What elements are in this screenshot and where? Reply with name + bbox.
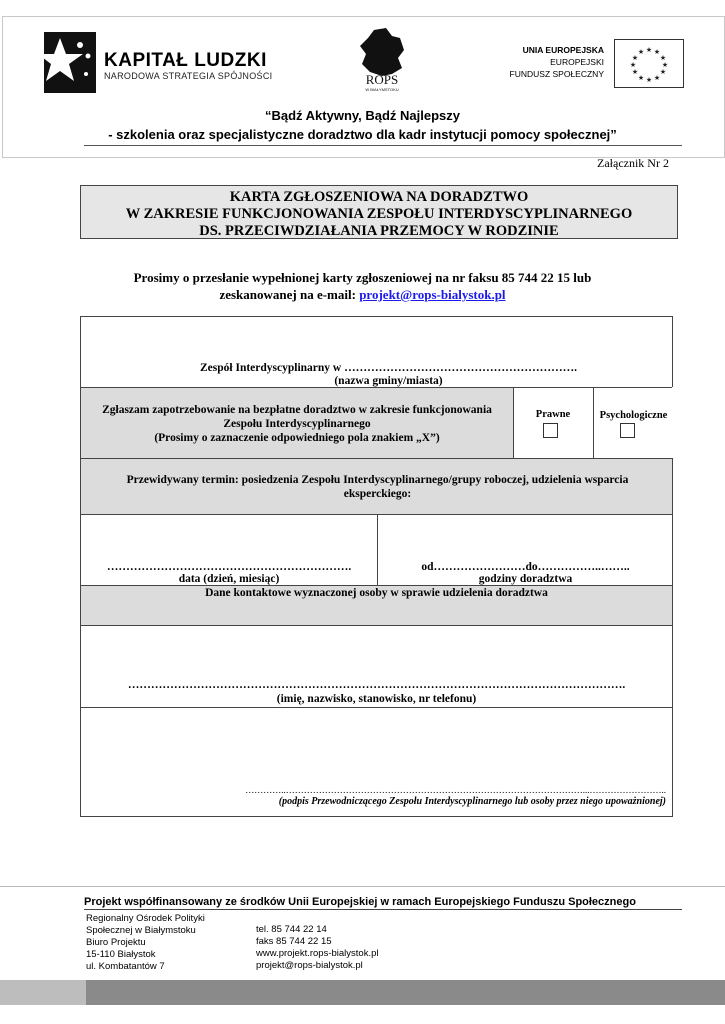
signature-caption: (podpis Przewodniczącego Zespołu Interdyscyplinarnego lub osoby przez niego upoważnionej): [278, 796, 666, 807]
kapital-ludzki-logo-icon: [40, 30, 100, 95]
signature-field[interactable]: …………..………………………………………………………………………………………...……………………..: [245, 785, 666, 795]
footer-email[interactable]: projekt@rops-bialystok.pl: [256, 960, 363, 971]
eu-line1: UNIA EUROPEJSKA: [522, 45, 604, 55]
term-text: [91, 473, 664, 501]
slogan-line1: “Bądź Aktywny, Bądź Najlepszy: [264, 108, 461, 123]
svg-text:★: ★: [637, 48, 645, 56]
footer-top-rule: [0, 886, 725, 887]
footer-contacts: [256, 924, 379, 972]
svg-text:★: ★: [653, 48, 661, 56]
hours-caption: godziny doradztwa: [478, 573, 573, 585]
eu-line3: FUNDUSZ SPOŁECZNY: [509, 69, 604, 79]
contact-field[interactable]: ………………………………………………………………………………………………………………….: [127, 679, 626, 691]
bottom-bar-right: [86, 980, 725, 1005]
instructions: [0, 269, 725, 303]
contact-header: Dane kontaktowe wyznaczonej osoby w sprawie udzielenia doradztwa: [205, 587, 548, 599]
form-title-line2: W ZAKRESIE FUNKCJONOWANIA ZESPOŁU INTERDYSCYPLINARNEGO: [125, 206, 633, 222]
team-caption: (nazwa gminy/miasta): [334, 375, 443, 387]
date-caption: data (dzień, miesiąc): [178, 573, 280, 585]
request-text: [81, 403, 513, 445]
option-legal-label: Prawne: [535, 409, 571, 420]
attachment-number: Załącznik Nr 2: [597, 156, 669, 170]
footer-address-line: ul. Kombatantów 7: [86, 961, 165, 972]
date-field[interactable]: ……………………………………………………….: [106, 561, 352, 573]
footer-address-line: Regionalny Ośrodek Polityki: [86, 913, 205, 924]
divider: [513, 387, 514, 458]
term-line2: eksperckiego:: [343, 488, 412, 500]
email-link[interactable]: projekt@rops-bialystok.pl: [359, 287, 506, 302]
svg-text:★: ★: [645, 46, 653, 54]
footer-address: [86, 913, 205, 973]
option-psych-checkbox[interactable]: [620, 423, 635, 438]
eu-label: [500, 44, 604, 80]
svg-text:★: ★: [645, 76, 653, 84]
rops-logo-icon: [352, 28, 412, 92]
svg-text:★: ★: [661, 61, 669, 69]
term-line1: Przewidywany termin: posiedzenia Zespołu Interdyscyplinarnego/grupy roboczej, udzielenia wsparcia: [126, 474, 629, 486]
form-title-box: [80, 185, 678, 239]
rops-logo-text: ROPS: [365, 72, 399, 87]
instructions-line2-prefix: zeskanowanej na e-mail:: [219, 287, 360, 302]
bottom-bar-left: [0, 980, 86, 1005]
footer-address-line: Biuro Projektu: [86, 937, 146, 948]
footer-address-line: Społecznej w Białymstoku: [86, 925, 196, 936]
request-line2: Zespołu Interdyscyplinarnego: [223, 418, 371, 430]
kapital-ludzki-subtitle: NARODOWA STRATEGIA SPÓJNOŚCI: [104, 71, 273, 81]
svg-text:★: ★: [631, 68, 639, 76]
option-legal-checkbox[interactable]: [543, 423, 558, 438]
svg-text:★: ★: [653, 74, 661, 82]
footer-divider: [84, 909, 682, 910]
slogan-line2: - szkolenia oraz specjalistyczne doradztwo dla kadr instytucji pomocy społecznej”: [108, 127, 617, 142]
svg-text:★: ★: [659, 54, 667, 62]
footer-phone: tel. 85 744 22 14: [256, 924, 327, 935]
form-title-line1: KARTA ZGŁOSZENIOWA NA DORADZTWO: [229, 189, 529, 205]
hours-field[interactable]: od……………………do……………..……..: [421, 561, 630, 573]
svg-text:★: ★: [659, 68, 667, 76]
instructions-line1: Prosimy o przesłanie wypełnionej karty zgłoszeniowej na nr faksu 85 744 22 15 lub: [133, 270, 592, 285]
header-divider: [84, 145, 682, 146]
footer-address-line: 15-110 Białystok: [86, 949, 156, 960]
svg-text:★: ★: [629, 61, 637, 69]
divider: [81, 458, 672, 459]
divider: [81, 625, 672, 626]
rops-logo-subtext: W BIAŁYMSTOKU: [365, 87, 399, 92]
request-line3: (Prosimy o zaznaczenie odpowiedniego pola znakiem „X”): [154, 432, 440, 444]
footer-website[interactable]: www.projekt.rops-bialystok.pl: [256, 948, 379, 959]
footer-title: Projekt współfinansowany ze środków Unii Europejskiej w ramach Europejskiego Funduszu Społecznego: [84, 896, 636, 908]
contact-caption: (imię, nazwisko, stanowisko, nr telefonu): [276, 693, 477, 705]
eu-flag-icon: [614, 39, 684, 88]
application-form: [80, 316, 673, 817]
svg-text:★: ★: [631, 54, 639, 62]
request-line1: Zgłaszam zapotrzebowanie na bezpłatne doradztwo w zakresie funkcjonowania: [102, 404, 492, 416]
option-psych-label: Psychologiczne: [599, 410, 668, 421]
kapital-ludzki-title: KAPITAŁ LUDZKI: [104, 50, 267, 71]
form-title-line3: DS. PRZECIWDZIAŁANIA PRZEMOCY W RODZINIE: [199, 223, 559, 239]
footer-fax: faks 85 744 22 15: [256, 936, 332, 947]
eu-line2: EUROPEJSKI: [550, 57, 604, 67]
team-field[interactable]: Zespół Interdyscyplinarny w …………………………………………………….: [200, 362, 577, 374]
svg-text:★: ★: [637, 74, 645, 82]
instructions-line2: [0, 286, 725, 303]
divider: [81, 707, 672, 708]
